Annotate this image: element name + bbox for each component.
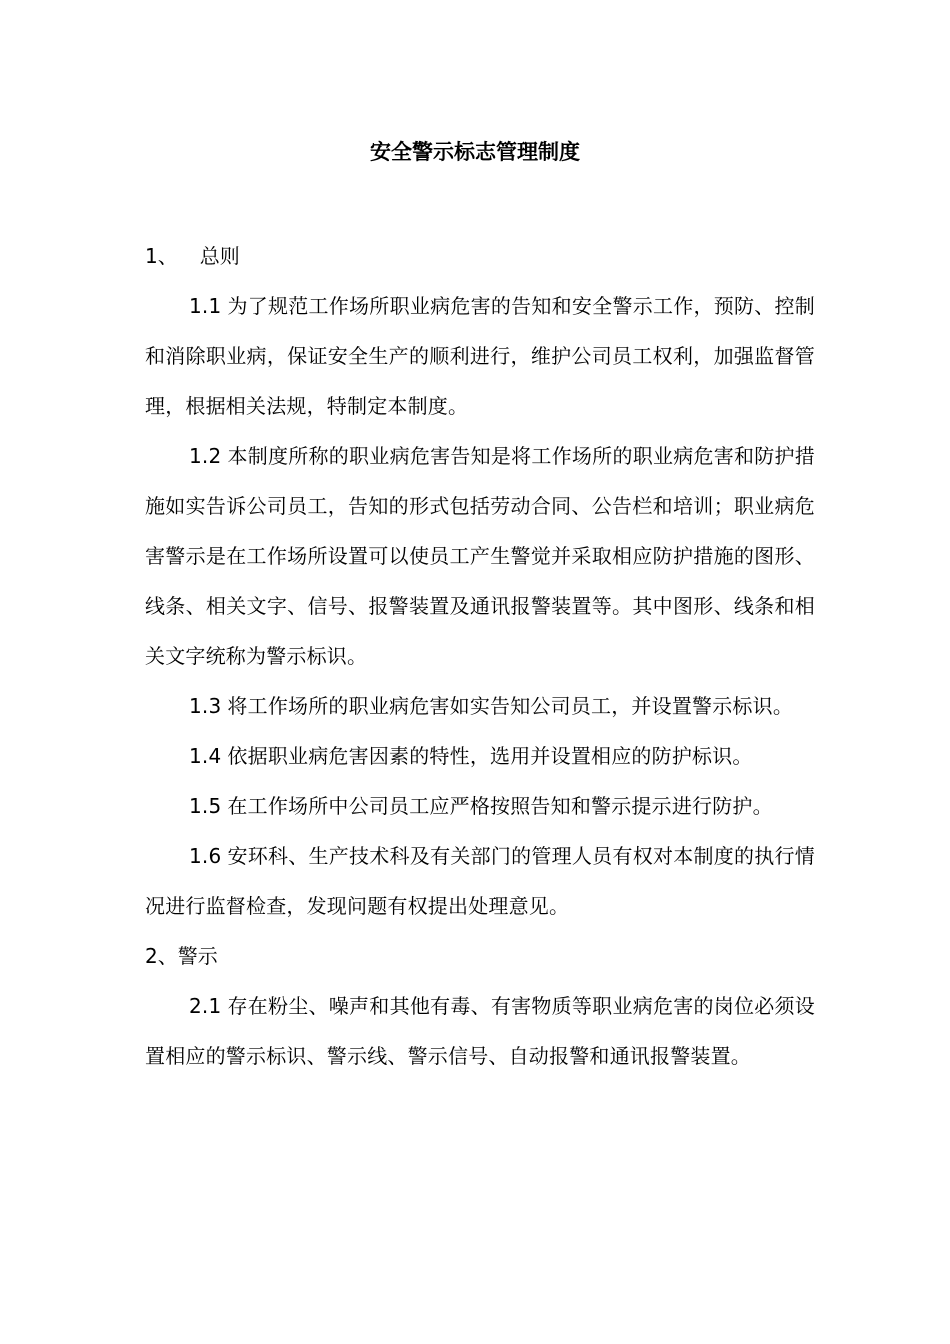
paragraph-number: 1.1 xyxy=(189,294,222,318)
paragraph-1-1 xyxy=(145,281,815,431)
section-heading-warning xyxy=(145,931,815,981)
paragraph-number: 1.5 xyxy=(189,794,222,818)
paragraph-text: 安环科、生产技术科及有关部门的管理人员有权对本制度的执行情况进行监督检查，发现问题有权提出处理意见。 xyxy=(145,844,815,918)
section-heading-general xyxy=(145,231,815,281)
section-title: 警示 xyxy=(177,944,218,968)
paragraph-2-1 xyxy=(145,981,815,1081)
paragraph-text: 依据职业病危害因素的特性，选用并设置相应的防护标识。 xyxy=(227,744,753,768)
paragraph-text: 存在粉尘、噪声和其他有毒、有害物质等职业病危害的岗位必须设置相应的警示标识、警示线、警示信号、自动报警和通讯报警装置。 xyxy=(145,994,815,1068)
paragraph-1-6 xyxy=(145,831,815,931)
paragraph-1-5 xyxy=(145,781,815,831)
paragraph-number: 2.1 xyxy=(189,994,222,1018)
paragraph-text: 本制度所称的职业病危害告知是将工作场所的职业病危害和防护措施如实告诉公司员工，告知的形式包括劳动合同、公告栏和培训；职业病危害警示是在工作场所设置可以使员工产生警觉并采取相应防护措施的图形、线条、相关文字、信号、报警装置及通讯报警装置等。其中图形、线条和相关文字统称为警示标识。 xyxy=(145,444,815,668)
paragraph-1-3 xyxy=(145,681,815,731)
paragraph-text: 在工作场所中公司员工应严格按照告知和警示提示进行防护。 xyxy=(227,794,773,818)
section-number: 2、 xyxy=(145,944,178,968)
document-body xyxy=(145,231,815,1081)
paragraph-text: 为了规范工作场所职业病危害的告知和安全警示工作，预防、控制和消除职业病，保证安全生产的顺利进行，维护公司员工权利，加强监督管理，根据相关法规，特制定本制度。 xyxy=(145,294,815,418)
section-title: 总则 xyxy=(199,244,240,268)
paragraph-1-4 xyxy=(145,731,815,781)
paragraph-1-2 xyxy=(145,431,815,681)
paragraph-text: 将工作场所的职业病危害如实告知公司员工，并设置警示标识。 xyxy=(227,694,794,718)
paragraph-number: 1.4 xyxy=(189,744,222,768)
paragraph-number: 1.6 xyxy=(189,844,222,868)
paragraph-number: 1.3 xyxy=(189,694,222,718)
document-title: 安全警示标志管理制度 xyxy=(370,140,580,164)
paragraph-number: 1.2 xyxy=(189,444,222,468)
section-number: 1、 xyxy=(145,244,178,268)
